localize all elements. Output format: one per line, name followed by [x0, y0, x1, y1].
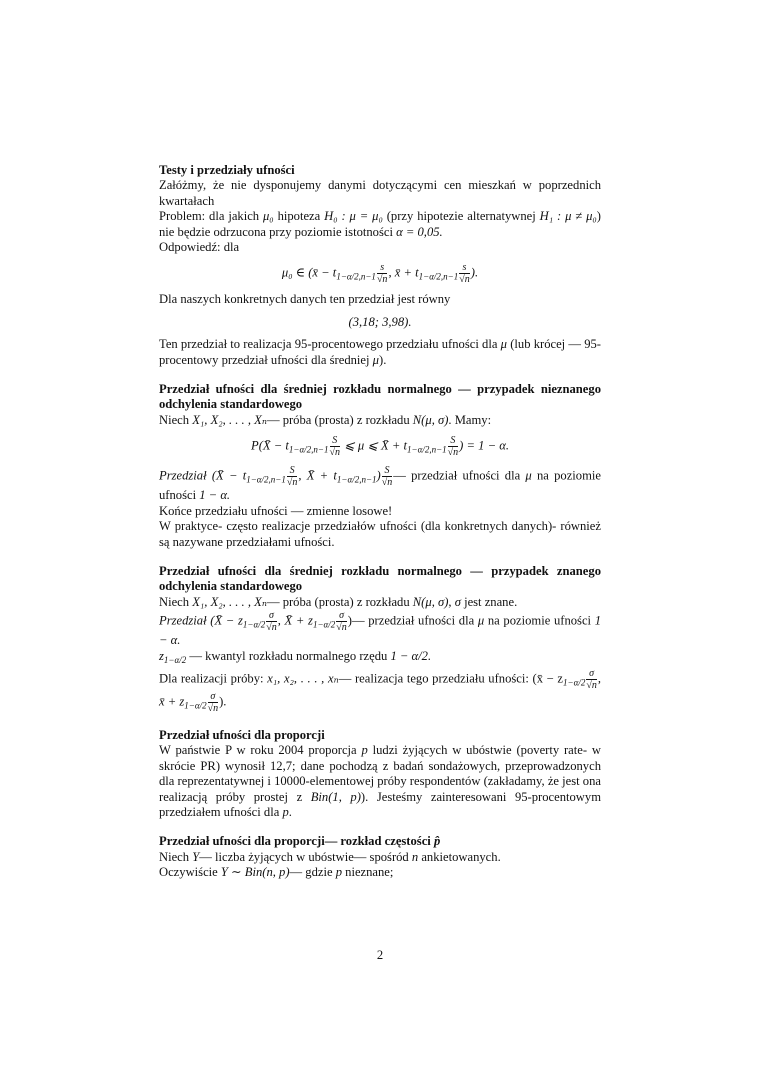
- paragraph-count-poor: Niech Y— liczba żyjących w ubóstwie— spośród n ankietowanych.: [159, 849, 501, 864]
- paragraph-realization: Ten przedział to realizacja 95-procentowego przedziału ufności dla μ (lub krócej — 95-procentowy przedział ufności dla średniej μ).: [159, 337, 601, 367]
- paragraph-answer: Odpowiedź: dla: [159, 240, 240, 255]
- section-title-unknown-sd: Przedział ufności dla średniej rozkładu normalnego — przypadek nieznanego odchylenia standardowego: [159, 382, 601, 412]
- paragraph-assumption: Załóżmy, że nie dysponujemy danymi dotyczącymi cen mieszkań w poprzednich kwartałach: [159, 178, 601, 208]
- equation-probability: P(X̄ − $t_{1-\alpha/2,n-1}$ $\frac{S}{√n}$ ⩽ μ ⩽ X̄ + $t_{1-\alpha/2,n-1}$ $\frac{S}{√n}$ ) = 1 − α.: [251, 435, 509, 459]
- section-title-proportion: Przedział ufności dla proporcji: [159, 727, 325, 742]
- section-title-tests: Testy i przedziały ufności: [159, 163, 295, 177]
- paragraph-random-ends: Końce przedziału ufności — zmienne losowe!: [159, 503, 393, 518]
- paragraph-binomial: Oczywiście Y ∼ Bin(n, p)— gdzie p nieznane;: [159, 865, 394, 880]
- paragraph-practice: W praktyce- często realizacje przedziałów ufności (dla konkretnych danych)- również są nazywane przedziałami ufności.: [159, 519, 601, 549]
- paragraph-concrete-data: Dla naszych konkretnych danych ten przedział jest równy: [159, 292, 451, 307]
- section-title-frequency: Przedział ufności dla proporcji— rozkład częstości p̂: [159, 834, 441, 849]
- paragraph-poverty-rate: W państwie P w roku 2004 proporcja p ludzi żyjących w ubóstwie (poverty rate- w skrócie PR) wynosił 12,7; dane pochodzą z badań sondażowych, przeprowadzonych dla reprezentatywnej i 10000-elementowej próby respondentów (zakładamy, że jest ona realizacją próby prostej z Bin(1, p)). Jesteśmy zainteresowani 95-procentowym przedziałem ufności dla p.: [159, 743, 601, 819]
- equation-interval-mu0: μ₀ ∈ (x̄ − $t_{1-\alpha/2,n-1}$ $\frac{s}{√n}$ , x̄ + $t_{1-\alpha/2,n-1}$ $\frac{s}{√n}$ ).: [281, 262, 479, 286]
- section-title-known-sd: Przedział ufności dla średniej rozkładu normalnego — przypadek znanego odchylenia standardowego: [159, 563, 601, 594]
- paragraph-sample-normal: Niech X₁, X₂, . . . , Xₙ— próba (prosta) z rozkładu N(μ, σ). Mamy:: [159, 412, 492, 427]
- paragraph-quantile: $z_{1-\alpha/2}$ — kwantyl rozkładu normalnego rzędu 1 − α/2.: [159, 648, 432, 665]
- paragraph-problem: Problem: dla jakich μ₀ hipoteza H₀ : μ = μ₀ (przy hipotezie alternatywnej H₁ : μ ≠ μ₀) nie będzie odrzucona przy poziomie istotności α = 0,05.: [159, 209, 601, 239]
- paragraph-interval-z: Przedział (X̄ − $z_{1-\alpha/2}$ $\frac{\sigma}{√n}$ , X̄ + $z_{1-\alpha/2}$ $\frac{\sigma}{√n}$ )— przedział ufności dla μ na poziomie ufności 1 − α.: [159, 610, 602, 648]
- paragraph-realization-z: Dla realizacji próby: x₁, x₂, . . . , xₙ— realizacja tego przedziału ufności: (x̄ − $z_{1-\alpha/2}$ $\frac{\sigma}{√n}$ , x̄ + $z_{1-\alpha/2}$ $\frac{\sigma}{√n}$ ).: [159, 667, 601, 714]
- page-content: [159, 163, 601, 881]
- equation-interval-value: (3,18; 3,98).: [348, 314, 412, 329]
- paragraph-interval-definition: Przedział (X̄ − $t_{1-\alpha/2,n-1}$ $\frac{S}{√n}$ , X̄ + $t_{1-\alpha/2,n-1}$) $\frac{S}{√n}$ — przedział ufności dla μ na poziomie ufności 1 − α.: [159, 465, 601, 503]
- paragraph-sample-known: Niech X₁, X₂, . . . , Xₙ— próba (prosta) z rozkładu N(μ, σ), σ jest znane.: [159, 594, 518, 609]
- page-number: 2: [376, 948, 384, 962]
